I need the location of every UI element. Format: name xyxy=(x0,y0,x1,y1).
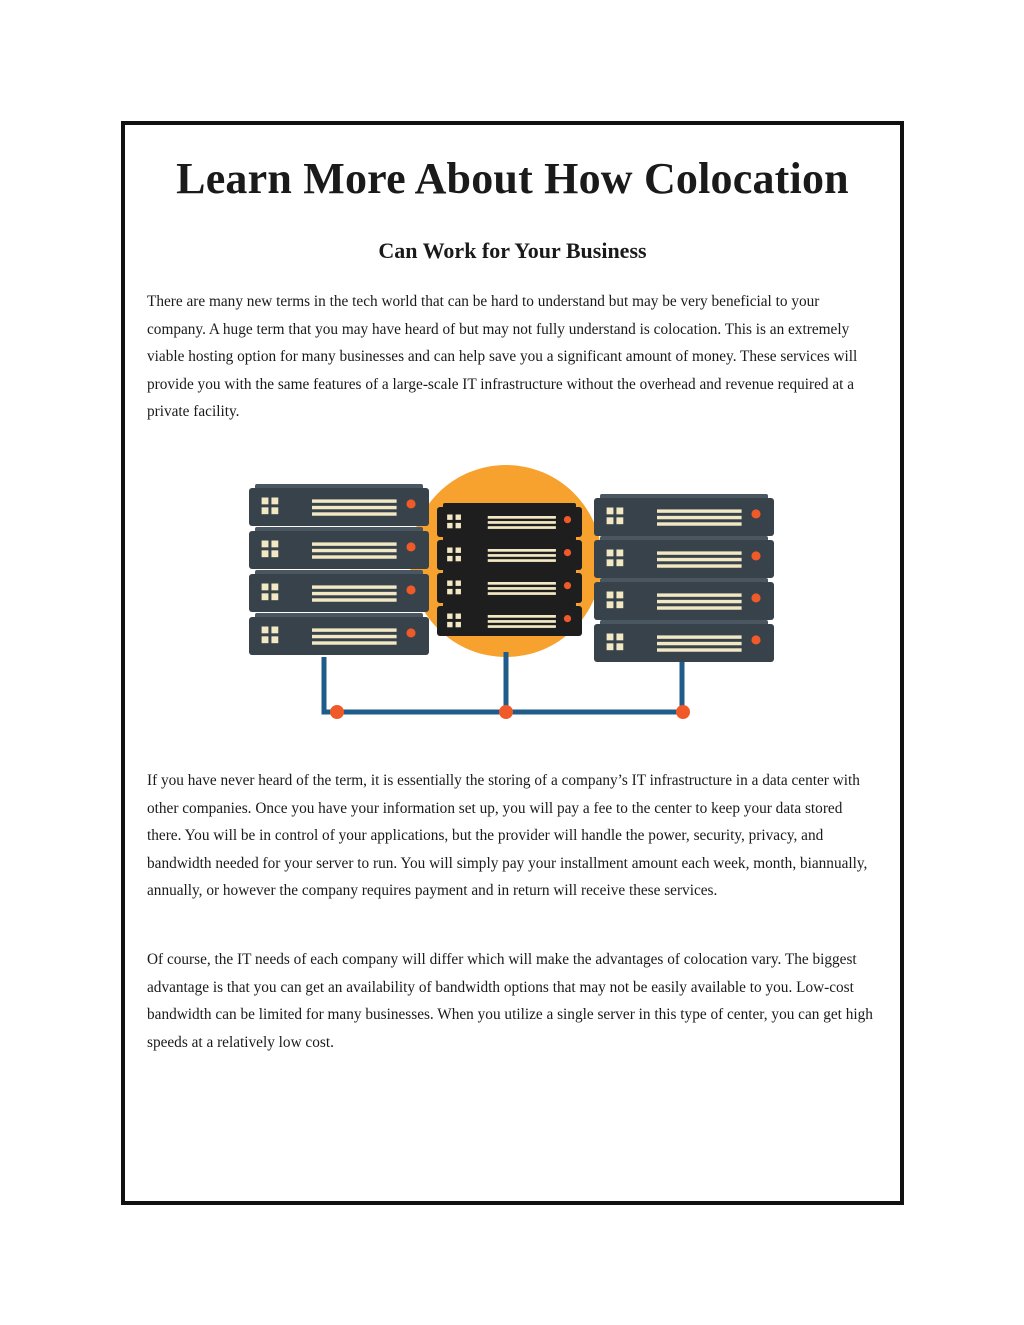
unit-grid-square xyxy=(262,593,269,600)
unit-bar xyxy=(312,542,397,545)
unit-grid-square xyxy=(607,592,614,599)
unit-bar xyxy=(312,598,397,601)
unit-bar xyxy=(312,635,397,638)
unit-bar xyxy=(312,506,397,509)
paragraph-definition: If you have never heard of the term, it is essentially the storing of a company’s IT infrastructure in a data center with other companies. Once you have your information set up, you will pay a fee to the center to keep your data stored there. You will be in control of your applications, but the provider will handle the power, security, privacy, and bandwidth needed for your server to run. You will simply pay your installment amount each week, month, biannually, annually, or however the company requires payment and in return will receive these services. xyxy=(147,772,868,900)
unit-grid-square xyxy=(616,643,623,650)
unit-grid-square xyxy=(271,584,278,591)
unit-grid-square xyxy=(456,523,461,528)
unit-grid-square xyxy=(616,592,623,599)
unit-grid-square xyxy=(616,634,623,641)
server-racks-illustration xyxy=(249,462,779,727)
unit-bar xyxy=(657,606,742,609)
document-frame xyxy=(121,121,904,1205)
unit-bar xyxy=(312,641,397,644)
unit-grid-square xyxy=(456,581,461,586)
unit-grid-square xyxy=(262,498,269,505)
unit-led xyxy=(751,509,760,518)
unit-bar xyxy=(488,526,556,529)
unit-grid-square xyxy=(447,622,452,627)
unit-grid-square xyxy=(262,584,269,591)
unit-grid-square xyxy=(271,550,278,557)
unit-bar xyxy=(312,628,397,631)
unit-grid-square xyxy=(456,589,461,594)
unit-bar xyxy=(488,554,556,557)
unit-bar xyxy=(657,551,742,554)
unit-grid-square xyxy=(262,541,269,548)
unit-bar xyxy=(657,516,742,519)
unit-bar xyxy=(312,585,397,588)
unit-grid-square xyxy=(262,550,269,557)
unit-grid-square xyxy=(262,507,269,514)
unit-bar xyxy=(312,499,397,502)
unit-led xyxy=(564,549,571,556)
unit-grid-square xyxy=(262,627,269,634)
unit-grid-square xyxy=(447,548,452,553)
paragraph-intro: There are many new terms in the tech world that can be hard to understand but may be very beneficial to your company. A huge term that you may have heard of but may not fully understand is colocation. This is an extremely viable hosting option for many businesses and can help save you a significant amount of money. These services will provide you with the same features of a large-scale IT infrastructure without the overhead and revenue required at a private facility. xyxy=(147,293,858,421)
unit-bar xyxy=(488,582,556,585)
unit-led xyxy=(406,628,415,637)
unit-grid-square xyxy=(607,643,614,650)
unit-bar xyxy=(488,625,556,628)
unit-grid-square xyxy=(456,548,461,553)
unit-bar xyxy=(312,555,397,558)
unit-grid-square xyxy=(607,517,614,524)
unit-bar xyxy=(657,564,742,567)
unit-bar xyxy=(488,521,556,524)
network-cable xyxy=(324,657,682,712)
unit-grid-square xyxy=(607,601,614,608)
unit-grid-square xyxy=(607,508,614,515)
unit-grid-square xyxy=(271,636,278,643)
unit-led xyxy=(751,593,760,602)
unit-grid-square xyxy=(271,627,278,634)
unit-led xyxy=(751,551,760,560)
unit-grid-square xyxy=(607,559,614,566)
unit-bar xyxy=(657,593,742,596)
unit-bar xyxy=(657,558,742,561)
unit-bar xyxy=(657,648,742,651)
unit-led xyxy=(406,585,415,594)
unit-grid-square xyxy=(616,550,623,557)
unit-grid-square xyxy=(447,556,452,561)
page-subtitle: Can Work for Your Business xyxy=(378,238,647,263)
unit-led xyxy=(406,542,415,551)
unit-grid-square xyxy=(456,556,461,561)
unit-bar xyxy=(312,512,397,515)
unit-grid-square xyxy=(447,523,452,528)
unit-grid-square xyxy=(447,614,452,619)
unit-grid-square xyxy=(616,517,623,524)
unit-grid-square xyxy=(447,589,452,594)
page-title: Learn More About How Colocation xyxy=(176,154,849,203)
unit-bar xyxy=(488,620,556,623)
cable-node xyxy=(330,705,344,719)
unit-led xyxy=(564,582,571,589)
unit-grid-square xyxy=(616,559,623,566)
unit-bar xyxy=(312,549,397,552)
unit-led xyxy=(406,499,415,508)
unit-grid-square xyxy=(616,508,623,515)
unit-bar xyxy=(657,600,742,603)
unit-grid-square xyxy=(262,636,269,643)
unit-bar xyxy=(488,615,556,618)
unit-grid-square xyxy=(271,507,278,514)
unit-bar xyxy=(657,509,742,512)
unit-led xyxy=(564,516,571,523)
unit-grid-square xyxy=(271,541,278,548)
unit-grid-square xyxy=(456,515,461,520)
unit-grid-square xyxy=(447,581,452,586)
unit-grid-square xyxy=(271,498,278,505)
unit-grid-square xyxy=(447,515,452,520)
paragraph-advantages: Of course, the IT needs of each company will differ which will make the advantages of colocation vary. The biggest advantage is that you can get an availability of bandwidth options that may not be easily available to you. Low-cost bandwidth can be limited for many businesses. When you utilize a single server in this type of center, you can get high speeds at a relatively low cost. xyxy=(147,951,873,1051)
unit-grid-square xyxy=(607,550,614,557)
unit-bar xyxy=(488,549,556,552)
unit-grid-square xyxy=(456,622,461,627)
unit-bar xyxy=(312,592,397,595)
unit-bar xyxy=(488,559,556,562)
cable-node xyxy=(499,705,513,719)
unit-led xyxy=(564,615,571,622)
unit-bar xyxy=(488,592,556,595)
unit-bar xyxy=(657,522,742,525)
unit-bar xyxy=(488,516,556,519)
unit-grid-square xyxy=(271,593,278,600)
cable-node xyxy=(676,705,690,719)
unit-grid-square xyxy=(607,634,614,641)
unit-bar xyxy=(488,587,556,590)
unit-bar xyxy=(657,642,742,645)
unit-led xyxy=(751,635,760,644)
unit-grid-square xyxy=(616,601,623,608)
unit-bar xyxy=(657,635,742,638)
unit-grid-square xyxy=(456,614,461,619)
